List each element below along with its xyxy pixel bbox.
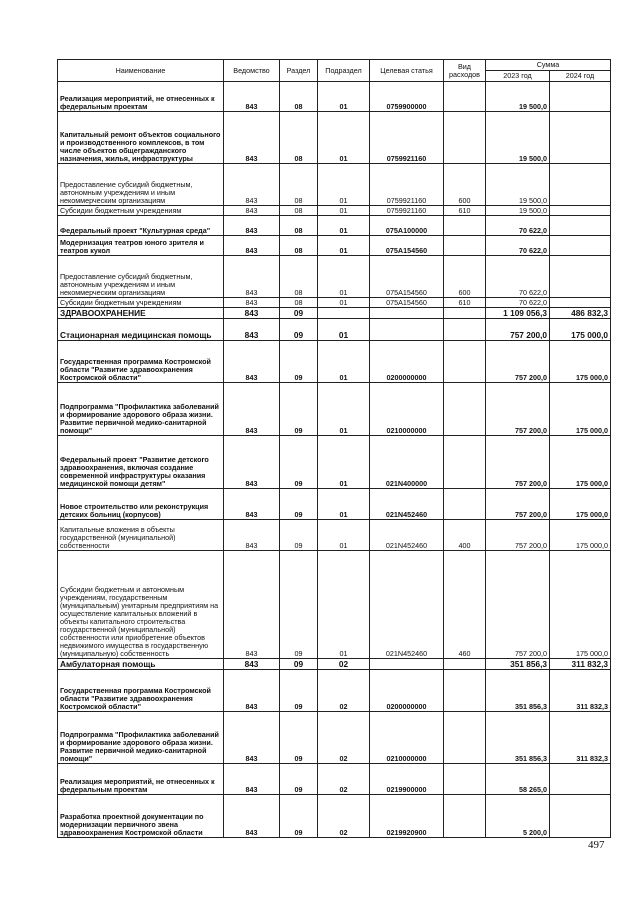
row-target: 0200000000 — [370, 341, 444, 383]
row-kind — [444, 659, 486, 670]
row-target: 0200000000 — [370, 670, 444, 712]
row-2024 — [550, 112, 611, 164]
row-dept: 843 — [224, 436, 280, 489]
row-kind: 600 — [444, 256, 486, 298]
row-2023: 19 500,0 — [486, 82, 550, 112]
row-kind — [444, 670, 486, 712]
row-2023: 70 622,0 — [486, 236, 550, 256]
row-kind — [444, 216, 486, 236]
row-dept: 843 — [224, 216, 280, 236]
row-target: 0759921160 — [370, 206, 444, 216]
table-row — [58, 216, 611, 236]
row-2024 — [550, 82, 611, 112]
table-row — [58, 308, 611, 319]
table-row — [58, 489, 611, 520]
row-dept: 843 — [224, 795, 280, 838]
row-dept: 843 — [224, 298, 280, 308]
row-target: 0210000000 — [370, 383, 444, 436]
row-2023: 757 200,0 — [486, 489, 550, 520]
row-2024 — [550, 164, 611, 206]
row-target: 0759900000 — [370, 82, 444, 112]
row-section: 09 — [280, 436, 318, 489]
row-2023: 757 200,0 — [486, 383, 550, 436]
row-dept: 843 — [224, 256, 280, 298]
row-2024: 175 000,0 — [550, 520, 611, 551]
table-header — [58, 60, 611, 82]
row-target — [370, 308, 444, 319]
row-subsection: 01 — [318, 298, 370, 308]
row-2024: 175 000,0 — [550, 383, 611, 436]
header-dept: Ведомство — [224, 60, 280, 82]
row-2023: 70 622,0 — [486, 298, 550, 308]
row-name: Реализация мероприятий, не отнесенных к федеральным проектам — [58, 764, 224, 795]
row-2024 — [550, 206, 611, 216]
row-name: Амбулаторная помощь — [58, 659, 224, 670]
row-2023: 70 622,0 — [486, 256, 550, 298]
row-subsection: 01 — [318, 82, 370, 112]
row-dept: 843 — [224, 308, 280, 319]
row-dept: 843 — [224, 341, 280, 383]
page-number: 497 — [588, 839, 605, 851]
row-target: 075A100000 — [370, 216, 444, 236]
row-2024: 311 832,3 — [550, 712, 611, 764]
row-2024 — [550, 236, 611, 256]
row-2024 — [550, 795, 611, 838]
table-row — [58, 112, 611, 164]
row-name: Подпрограмма "Профилактика заболеваний и формирование здорового образа жизни. Развитие первичной медико-санитарной помощи" — [58, 712, 224, 764]
row-subsection — [318, 308, 370, 319]
row-2023: 757 200,0 — [486, 551, 550, 659]
table-row — [58, 256, 611, 298]
row-section: 09 — [280, 795, 318, 838]
row-name: Субсидии бюджетным и автономным учреждениям, государственным (муниципальным) унитарным предприятиям на осуществление капитальных вложений в объекты капитального строительства государственной (муниципальной) собственности или приобретение объектов недвижимого имущества в государственную (муниципальную) собственность — [58, 551, 224, 659]
header-subsection: Подраздел — [318, 60, 370, 82]
row-2024: 486 832,3 — [550, 308, 611, 319]
row-section: 09 — [280, 659, 318, 670]
row-subsection: 01 — [318, 164, 370, 206]
row-kind — [444, 236, 486, 256]
row-target: 075A154560 — [370, 236, 444, 256]
row-section: 09 — [280, 341, 318, 383]
row-2023: 19 500,0 — [486, 164, 550, 206]
row-subsection: 02 — [318, 659, 370, 670]
row-2023: 757 200,0 — [486, 341, 550, 383]
row-name: Новое строительство или реконструкция детских больниц (корпусов) — [58, 489, 224, 520]
row-2023: 19 500,0 — [486, 112, 550, 164]
row-section: 08 — [280, 236, 318, 256]
row-subsection: 01 — [318, 256, 370, 298]
row-target: 075A154560 — [370, 256, 444, 298]
row-2024 — [550, 764, 611, 795]
row-name: Предоставление субсидий бюджетным, автономным учреждениям и иным некоммерческим организациям — [58, 164, 224, 206]
row-subsection: 01 — [318, 216, 370, 236]
header-2024: 2024 год — [550, 71, 611, 82]
row-2023: 70 622,0 — [486, 216, 550, 236]
table-row — [58, 298, 611, 308]
row-section: 09 — [280, 308, 318, 319]
row-section: 08 — [280, 164, 318, 206]
row-target — [370, 659, 444, 670]
table-row — [58, 82, 611, 112]
row-kind — [444, 795, 486, 838]
table-row — [58, 383, 611, 436]
header-name: Наименование — [58, 60, 224, 82]
row-subsection: 01 — [318, 436, 370, 489]
table-row — [58, 436, 611, 489]
row-name: Капитальные вложения в объекты государственной (муниципальной) собственности — [58, 520, 224, 551]
row-target: 0219920900 — [370, 795, 444, 838]
row-section: 08 — [280, 206, 318, 216]
row-dept: 843 — [224, 520, 280, 551]
row-2023: 351 856,3 — [486, 670, 550, 712]
row-kind — [444, 82, 486, 112]
row-name: Федеральный проект "Развитие детского здравоохранения, включая создание современной инфраструктуры оказания медицинской помощи детям" — [58, 436, 224, 489]
table-row — [58, 520, 611, 551]
row-2023: 351 856,3 — [486, 659, 550, 670]
row-section: 08 — [280, 298, 318, 308]
row-section: 08 — [280, 112, 318, 164]
row-section: 08 — [280, 216, 318, 236]
row-kind — [444, 764, 486, 795]
row-2024: 175 000,0 — [550, 319, 611, 341]
table-row — [58, 670, 611, 712]
row-section: 09 — [280, 520, 318, 551]
row-target: 021N452460 — [370, 520, 444, 551]
row-subsection: 01 — [318, 341, 370, 383]
row-2023: 351 856,3 — [486, 712, 550, 764]
table-row — [58, 795, 611, 838]
row-2024: 175 000,0 — [550, 489, 611, 520]
row-kind — [444, 436, 486, 489]
row-target: 0759921160 — [370, 164, 444, 206]
table-row — [58, 206, 611, 216]
row-dept: 843 — [224, 764, 280, 795]
row-2023: 1 109 056,3 — [486, 308, 550, 319]
row-name: Капитальный ремонт объектов социального и производственного комплексов, в том числе объектов общегражданского назначения, жилья, инфраструктуры — [58, 112, 224, 164]
row-name: Субсидии бюджетным учреждениям — [58, 298, 224, 308]
row-section: 09 — [280, 489, 318, 520]
row-dept: 843 — [224, 712, 280, 764]
row-section: 08 — [280, 256, 318, 298]
row-name: Реализация мероприятий, не отнесенных к федеральным проектам — [58, 82, 224, 112]
row-dept: 843 — [224, 659, 280, 670]
row-section: 09 — [280, 764, 318, 795]
row-subsection: 01 — [318, 206, 370, 216]
row-2024: 311 832,3 — [550, 670, 611, 712]
row-section: 08 — [280, 82, 318, 112]
row-kind: 460 — [444, 551, 486, 659]
row-subsection: 01 — [318, 319, 370, 341]
header-kind: Вид расходов — [444, 60, 486, 82]
row-name: Федеральный проект "Культурная среда" — [58, 216, 224, 236]
row-subsection: 02 — [318, 670, 370, 712]
row-section: 09 — [280, 551, 318, 659]
row-target: 075A154560 — [370, 298, 444, 308]
row-subsection: 02 — [318, 712, 370, 764]
row-2023: 757 200,0 — [486, 319, 550, 341]
row-2023: 757 200,0 — [486, 436, 550, 489]
row-subsection: 01 — [318, 112, 370, 164]
row-kind — [444, 341, 486, 383]
table-row — [58, 659, 611, 670]
table-row — [58, 712, 611, 764]
row-subsection: 01 — [318, 236, 370, 256]
row-target: 021N400000 — [370, 436, 444, 489]
row-dept: 843 — [224, 551, 280, 659]
row-target: 021N452460 — [370, 551, 444, 659]
table-row — [58, 236, 611, 256]
row-2023: 757 200,0 — [486, 520, 550, 551]
row-name: Разработка проектной документации по модернизации первичного звена здравоохранения Костромской области — [58, 795, 224, 838]
row-target — [370, 319, 444, 341]
row-name: ЗДРАВООХРАНЕНИЕ — [58, 308, 224, 319]
row-subsection: 02 — [318, 795, 370, 838]
row-2024: 175 000,0 — [550, 551, 611, 659]
row-2023: 5 200,0 — [486, 795, 550, 838]
row-dept: 843 — [224, 489, 280, 520]
row-2024 — [550, 256, 611, 298]
row-subsection: 01 — [318, 383, 370, 436]
header-section: Раздел — [280, 60, 318, 82]
row-kind — [444, 712, 486, 764]
row-dept: 843 — [224, 319, 280, 341]
header-sum: Сумма — [486, 60, 611, 71]
row-name: Субсидии бюджетным учреждениям — [58, 206, 224, 216]
row-section: 09 — [280, 383, 318, 436]
row-subsection: 01 — [318, 489, 370, 520]
row-dept: 843 — [224, 670, 280, 712]
row-dept: 843 — [224, 164, 280, 206]
row-kind — [444, 308, 486, 319]
row-kind — [444, 319, 486, 341]
table-row — [58, 551, 611, 659]
row-target: 0759921160 — [370, 112, 444, 164]
row-2024 — [550, 216, 611, 236]
row-subsection: 02 — [318, 764, 370, 795]
row-2023: 58 265,0 — [486, 764, 550, 795]
row-dept: 843 — [224, 206, 280, 216]
row-kind — [444, 383, 486, 436]
row-kind: 610 — [444, 298, 486, 308]
table-row — [58, 164, 611, 206]
row-target: 021N452460 — [370, 489, 444, 520]
row-name: Модернизация театров юного зрителя и театров кукол — [58, 236, 224, 256]
header-2023: 2023 год — [486, 71, 550, 82]
row-2024: 175 000,0 — [550, 341, 611, 383]
row-dept: 843 — [224, 383, 280, 436]
row-target: 0210000000 — [370, 712, 444, 764]
table-row — [58, 341, 611, 383]
table-row — [58, 764, 611, 795]
row-2023: 19 500,0 — [486, 206, 550, 216]
row-name: Предоставление субсидий бюджетным, автономным учреждениям и иным некоммерческим организациям — [58, 256, 224, 298]
row-name: Подпрограмма "Профилактика заболеваний и формирование здорового образа жизни. Развитие первичной медико-санитарной помощи" — [58, 383, 224, 436]
row-kind: 610 — [444, 206, 486, 216]
row-2024 — [550, 298, 611, 308]
row-kind: 600 — [444, 164, 486, 206]
row-kind — [444, 489, 486, 520]
row-dept: 843 — [224, 82, 280, 112]
table-body — [58, 82, 611, 838]
row-kind: 400 — [444, 520, 486, 551]
row-section: 09 — [280, 670, 318, 712]
row-dept: 843 — [224, 112, 280, 164]
header-target: Целевая статья — [370, 60, 444, 82]
row-section: 09 — [280, 319, 318, 341]
row-target: 0219900000 — [370, 764, 444, 795]
row-name: Стационарная медицинская помощь — [58, 319, 224, 341]
row-2024: 311 832,3 — [550, 659, 611, 670]
budget-table — [57, 59, 611, 838]
row-kind — [444, 112, 486, 164]
table-row — [58, 319, 611, 341]
row-name: Государственная программа Костромской области "Развитие здравоохранения Костромской области" — [58, 670, 224, 712]
row-dept: 843 — [224, 236, 280, 256]
row-subsection: 01 — [318, 520, 370, 551]
row-2024: 175 000,0 — [550, 436, 611, 489]
row-subsection: 01 — [318, 551, 370, 659]
row-section: 09 — [280, 712, 318, 764]
row-name: Государственная программа Костромской области "Развитие здравоохранения Костромской области" — [58, 341, 224, 383]
